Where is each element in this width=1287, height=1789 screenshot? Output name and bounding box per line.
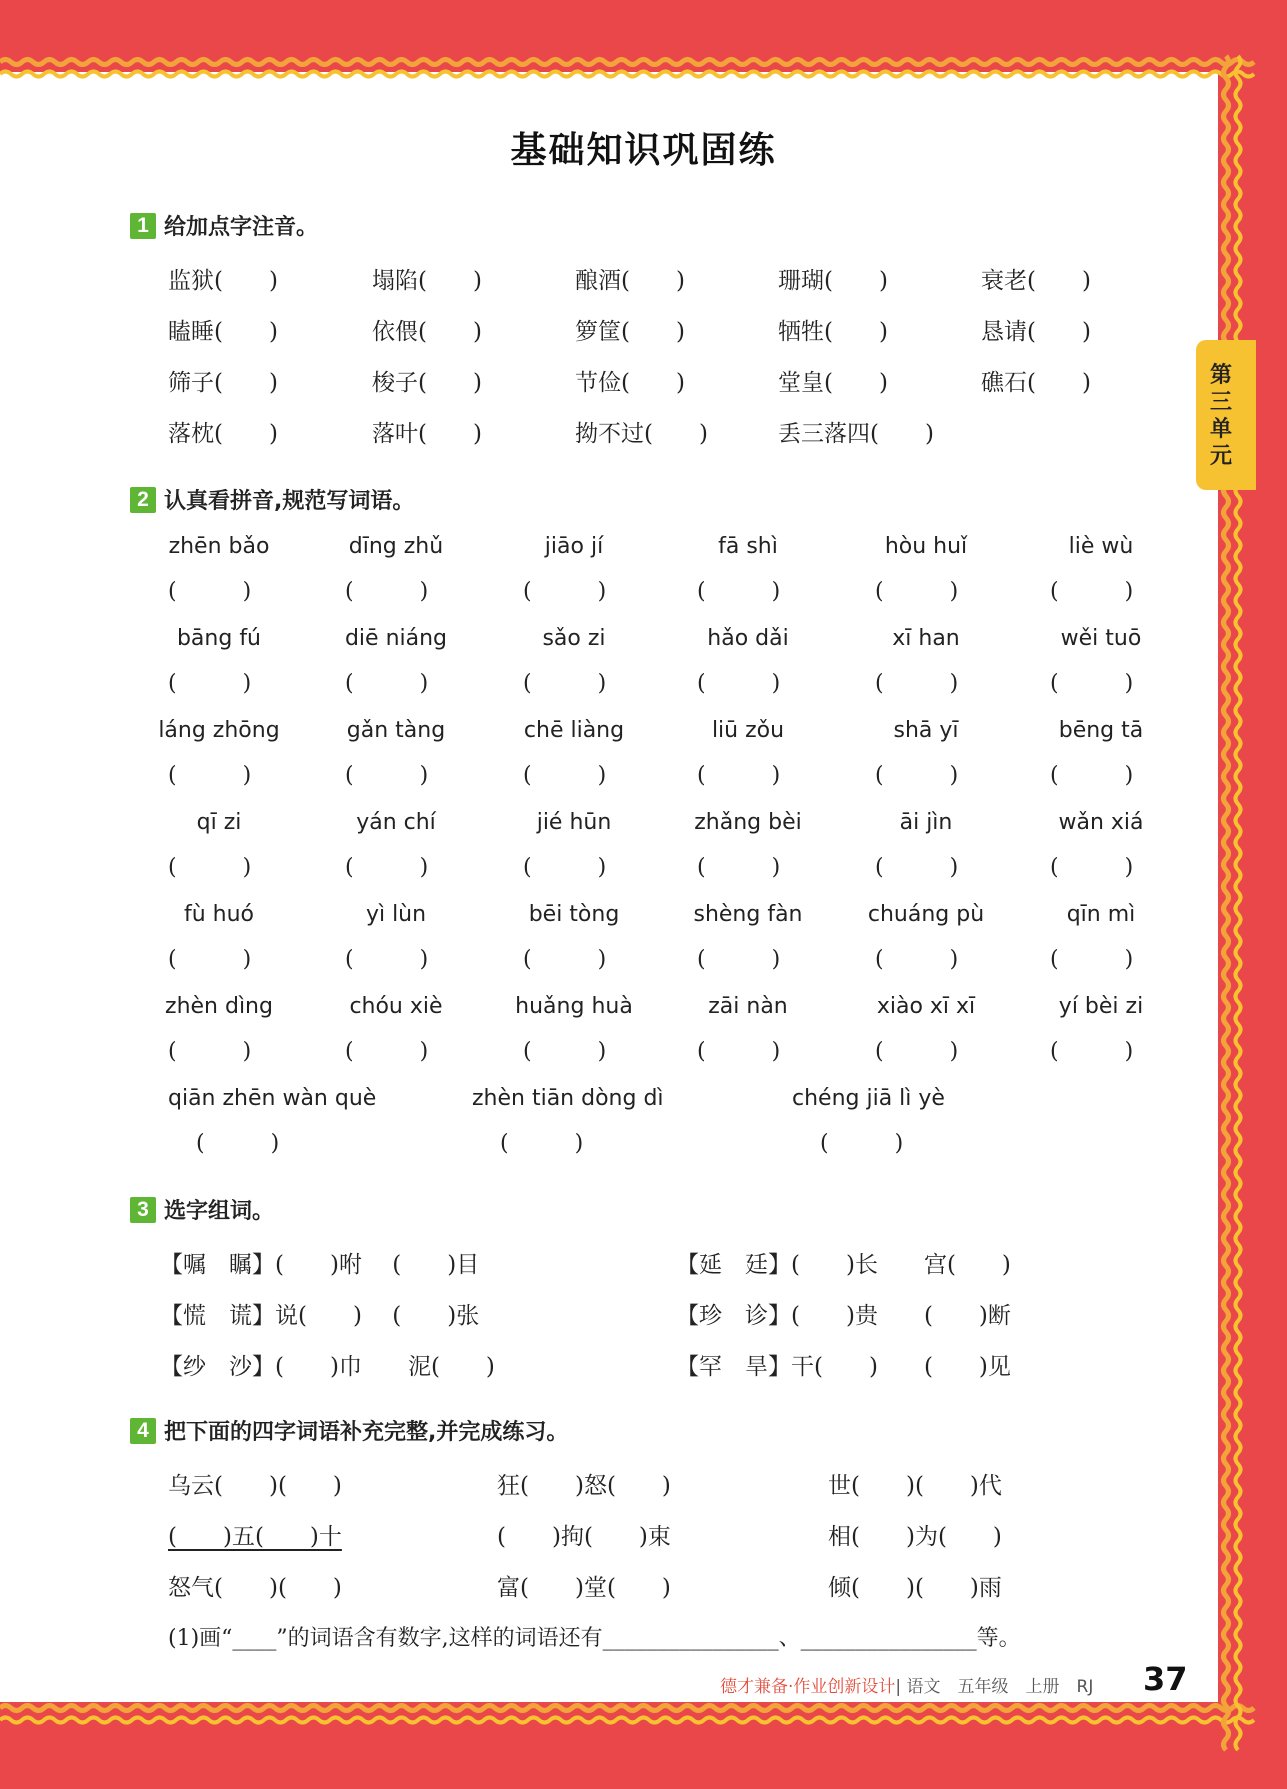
pinyin-prompt: chuáng pù [867, 902, 985, 927]
pinyin-prompt: liè wù [1068, 534, 1134, 559]
answer-blank[interactable]: ( ) [168, 1039, 252, 1064]
page-number: 37 [1143, 1660, 1188, 1698]
idiom-fill-item: 倾( )( )雨 [828, 1575, 1002, 1601]
pinyin-blank-item: 拗不过( ) [575, 421, 708, 447]
pinyin-prompt: wǎn xiá [1058, 810, 1144, 835]
pinyin-prompt: chóu xiè [349, 994, 443, 1019]
idiom-fill-item: 相( )为( ) [828, 1524, 1002, 1550]
answer-blank[interactable]: ( ) [875, 1039, 959, 1064]
pinyin-blank-item: 监狱( ) [168, 268, 278, 294]
pinyin-blank-item: 瞌睡( ) [168, 319, 278, 345]
idiom-fill-item: 乌云( )( ) [168, 1473, 342, 1499]
answer-blank[interactable]: ( ) [875, 855, 959, 880]
pinyin-prompt: jié hūn [536, 810, 612, 835]
answer-blank[interactable]: ( ) [1050, 579, 1134, 604]
answer-blank[interactable]: ( ) [875, 579, 959, 604]
idiom-fill-item: ( )拘( )束 [497, 1524, 671, 1550]
answer-blank[interactable]: ( ) [345, 855, 429, 880]
pinyin-blank-item: 礁石( ) [981, 370, 1091, 396]
pinyin-prompt: dīng zhǔ [348, 534, 444, 559]
answer-blank[interactable]: ( ) [1050, 947, 1134, 972]
pinyin-prompt: bēng tā [1058, 718, 1144, 743]
pinyin-prompt: hǎo dǎi [707, 626, 789, 651]
pinyin-prompt: gǎn tàng [346, 718, 446, 743]
section-number-badge: 4 [130, 1418, 156, 1444]
pinyin-prompt: shā yī [893, 718, 959, 743]
pinyin-prompt: láng zhōng [158, 718, 280, 743]
pinyin-blank-item: 堂皇( ) [778, 370, 888, 396]
pinyin-blank-item: 衰老( ) [981, 268, 1091, 294]
answer-blank[interactable]: ( ) [875, 763, 959, 788]
footer-brand: 德才兼备·作业创新设计 [720, 1677, 896, 1697]
answer-blank[interactable]: ( ) [168, 855, 252, 880]
pinyin-prompt: zhèn tiān dòng dì [472, 1086, 664, 1111]
section-number-badge: 3 [130, 1197, 156, 1223]
pinyin-prompt: huǎng huà [515, 994, 633, 1019]
pinyin-prompt: zhǎng bèi [694, 810, 802, 835]
answer-blank[interactable]: ( ) [196, 1131, 280, 1156]
pinyin-prompt: jiāo jí [544, 534, 604, 559]
pinyin-prompt: xiào xī xī [876, 994, 976, 1019]
pinyin-prompt: qīn mì [1066, 902, 1136, 927]
footer-info [720, 1672, 1093, 1697]
page-title: 基础知识巩固练 [510, 130, 777, 171]
pinyin-prompt: fù huó [183, 902, 255, 927]
section-number-badge: 1 [130, 213, 156, 239]
pinyin-prompt: yì lùn [365, 902, 427, 927]
answer-blank[interactable]: ( ) [697, 1039, 781, 1064]
answer-blank[interactable]: ( ) [697, 855, 781, 880]
pinyin-prompt: bēi tòng [528, 902, 620, 927]
char-choice-item: 【延 廷】( )长 宫( ) [676, 1252, 1011, 1278]
pinyin-prompt: zhēn bǎo [168, 534, 270, 559]
pinyin-blank-item: 落枕( ) [168, 421, 278, 447]
section-title: 给加点字注音。 [164, 215, 319, 240]
idiom-fill-item: 世( )( )代 [828, 1473, 1002, 1499]
pinyin-blank-item: 节俭( ) [575, 370, 685, 396]
pinyin-prompt: xī han [892, 626, 960, 651]
section-title: 认真看拼音,规范写词语。 [164, 489, 415, 514]
answer-blank[interactable]: ( ) [345, 671, 429, 696]
pinyin-prompt: chē liàng [523, 718, 625, 743]
answer-blank[interactable]: ( ) [523, 763, 607, 788]
answer-blank[interactable]: ( ) [345, 579, 429, 604]
question-4-subquestion: (1)画“____”的词语含有数字,这样的词语还有________________、________________等。 [168, 1626, 1021, 1651]
pinyin-blank-item: 恳请( ) [981, 319, 1091, 345]
answer-blank[interactable]: ( ) [820, 1131, 904, 1156]
section-title: 把下面的四字词语补充完整,并完成练习。 [164, 1420, 569, 1445]
pinyin-prompt: āi jìn [899, 810, 953, 835]
section-2-heading [130, 484, 414, 515]
answer-blank[interactable]: ( ) [1050, 671, 1134, 696]
answer-blank[interactable]: ( ) [697, 579, 781, 604]
answer-blank[interactable]: ( ) [1050, 1039, 1134, 1064]
pinyin-prompt: shèng fàn [693, 902, 803, 927]
answer-blank[interactable]: ( ) [523, 671, 607, 696]
pinyin-prompt: diē niáng [344, 626, 448, 651]
pinyin-prompt: yí bèi zi [1058, 994, 1144, 1019]
answer-blank[interactable]: ( ) [875, 947, 959, 972]
char-choice-item: 【嘱 瞩】( )咐 ( )目 [160, 1252, 480, 1278]
idiom-fill-item: 狂( )怒( ) [497, 1473, 671, 1499]
answer-blank[interactable]: ( ) [345, 763, 429, 788]
answer-blank[interactable]: ( ) [1050, 855, 1134, 880]
section-number-badge: 2 [130, 487, 156, 513]
answer-blank[interactable]: ( ) [168, 671, 252, 696]
pinyin-prompt: chéng jiā lì yè [792, 1086, 945, 1111]
pinyin-blank-item: 落叶( ) [372, 421, 482, 447]
section-4-heading [130, 1415, 568, 1446]
pinyin-blank-item: 牺牲( ) [778, 319, 888, 345]
pinyin-prompt: hòu huǐ [884, 534, 968, 559]
answer-blank[interactable]: ( ) [523, 1039, 607, 1064]
pinyin-prompt: sǎo zi [542, 626, 606, 651]
char-choice-item: 【罕 旱】干( ) ( )见 [676, 1354, 1011, 1380]
answer-blank[interactable]: ( ) [500, 1131, 584, 1156]
char-choice-item: 【纱 沙】( )巾 泥( ) [160, 1354, 495, 1380]
answer-blank[interactable]: ( ) [523, 947, 607, 972]
answer-blank[interactable]: ( ) [697, 947, 781, 972]
answer-blank[interactable]: ( ) [697, 763, 781, 788]
pinyin-prompt: zhèn dìng [165, 994, 273, 1019]
answer-blank[interactable]: ( ) [1050, 763, 1134, 788]
answer-blank[interactable]: ( ) [697, 671, 781, 696]
section-title: 选字组词。 [164, 1199, 275, 1224]
pinyin-blank-item: 依偎( ) [372, 319, 482, 345]
pinyin-prompt: liū zǒu [711, 718, 785, 743]
section-1-heading [130, 210, 318, 241]
answer-blank[interactable]: ( ) [875, 671, 959, 696]
pinyin-prompt: qiān zhēn wàn què [168, 1086, 377, 1111]
char-choice-item: 【珍 诊】( )贵 ( )断 [676, 1303, 1011, 1329]
answer-blank[interactable]: ( ) [345, 947, 429, 972]
answer-blank[interactable]: ( ) [168, 579, 252, 604]
pinyin-blank-item: 筛子( ) [168, 370, 278, 396]
pinyin-blank-item: 箩筐( ) [575, 319, 685, 345]
answer-blank[interactable]: ( ) [523, 579, 607, 604]
pinyin-prompt: yán chí [356, 810, 436, 835]
pinyin-blank-item: 珊瑚( ) [778, 268, 888, 294]
pinyin-prompt: zāi nàn [708, 994, 788, 1019]
pinyin-blank-item: 梭子( ) [372, 370, 482, 396]
pinyin-blank-item: 丢三落四( ) [778, 421, 934, 447]
footer-book-info: | 语文 五年级 上册 RJ [895, 1677, 1094, 1697]
answer-blank[interactable]: ( ) [168, 763, 252, 788]
pinyin-prompt: fā shì [718, 534, 778, 559]
unit-side-label: 第三单元 [1209, 363, 1232, 469]
pinyin-prompt: qī zi [196, 810, 242, 835]
answer-blank[interactable]: ( ) [345, 1039, 429, 1064]
answer-blank[interactable]: ( ) [168, 947, 252, 972]
char-choice-item: 【慌 谎】说( ) ( )张 [160, 1303, 480, 1329]
pinyin-prompt: wěi tuō [1060, 626, 1142, 651]
section-3-heading [130, 1194, 274, 1225]
answer-blank[interactable]: ( ) [523, 855, 607, 880]
idiom-fill-item: 怒气( )( ) [168, 1575, 342, 1601]
pinyin-blank-item: 酿酒( ) [575, 268, 685, 294]
idiom-fill-item: 富( )堂( ) [497, 1575, 671, 1601]
pinyin-blank-item: 塌陷( ) [372, 268, 482, 294]
pinyin-prompt: bāng fú [176, 626, 262, 651]
idiom-fill-item: ( )五( )十 [168, 1524, 342, 1550]
